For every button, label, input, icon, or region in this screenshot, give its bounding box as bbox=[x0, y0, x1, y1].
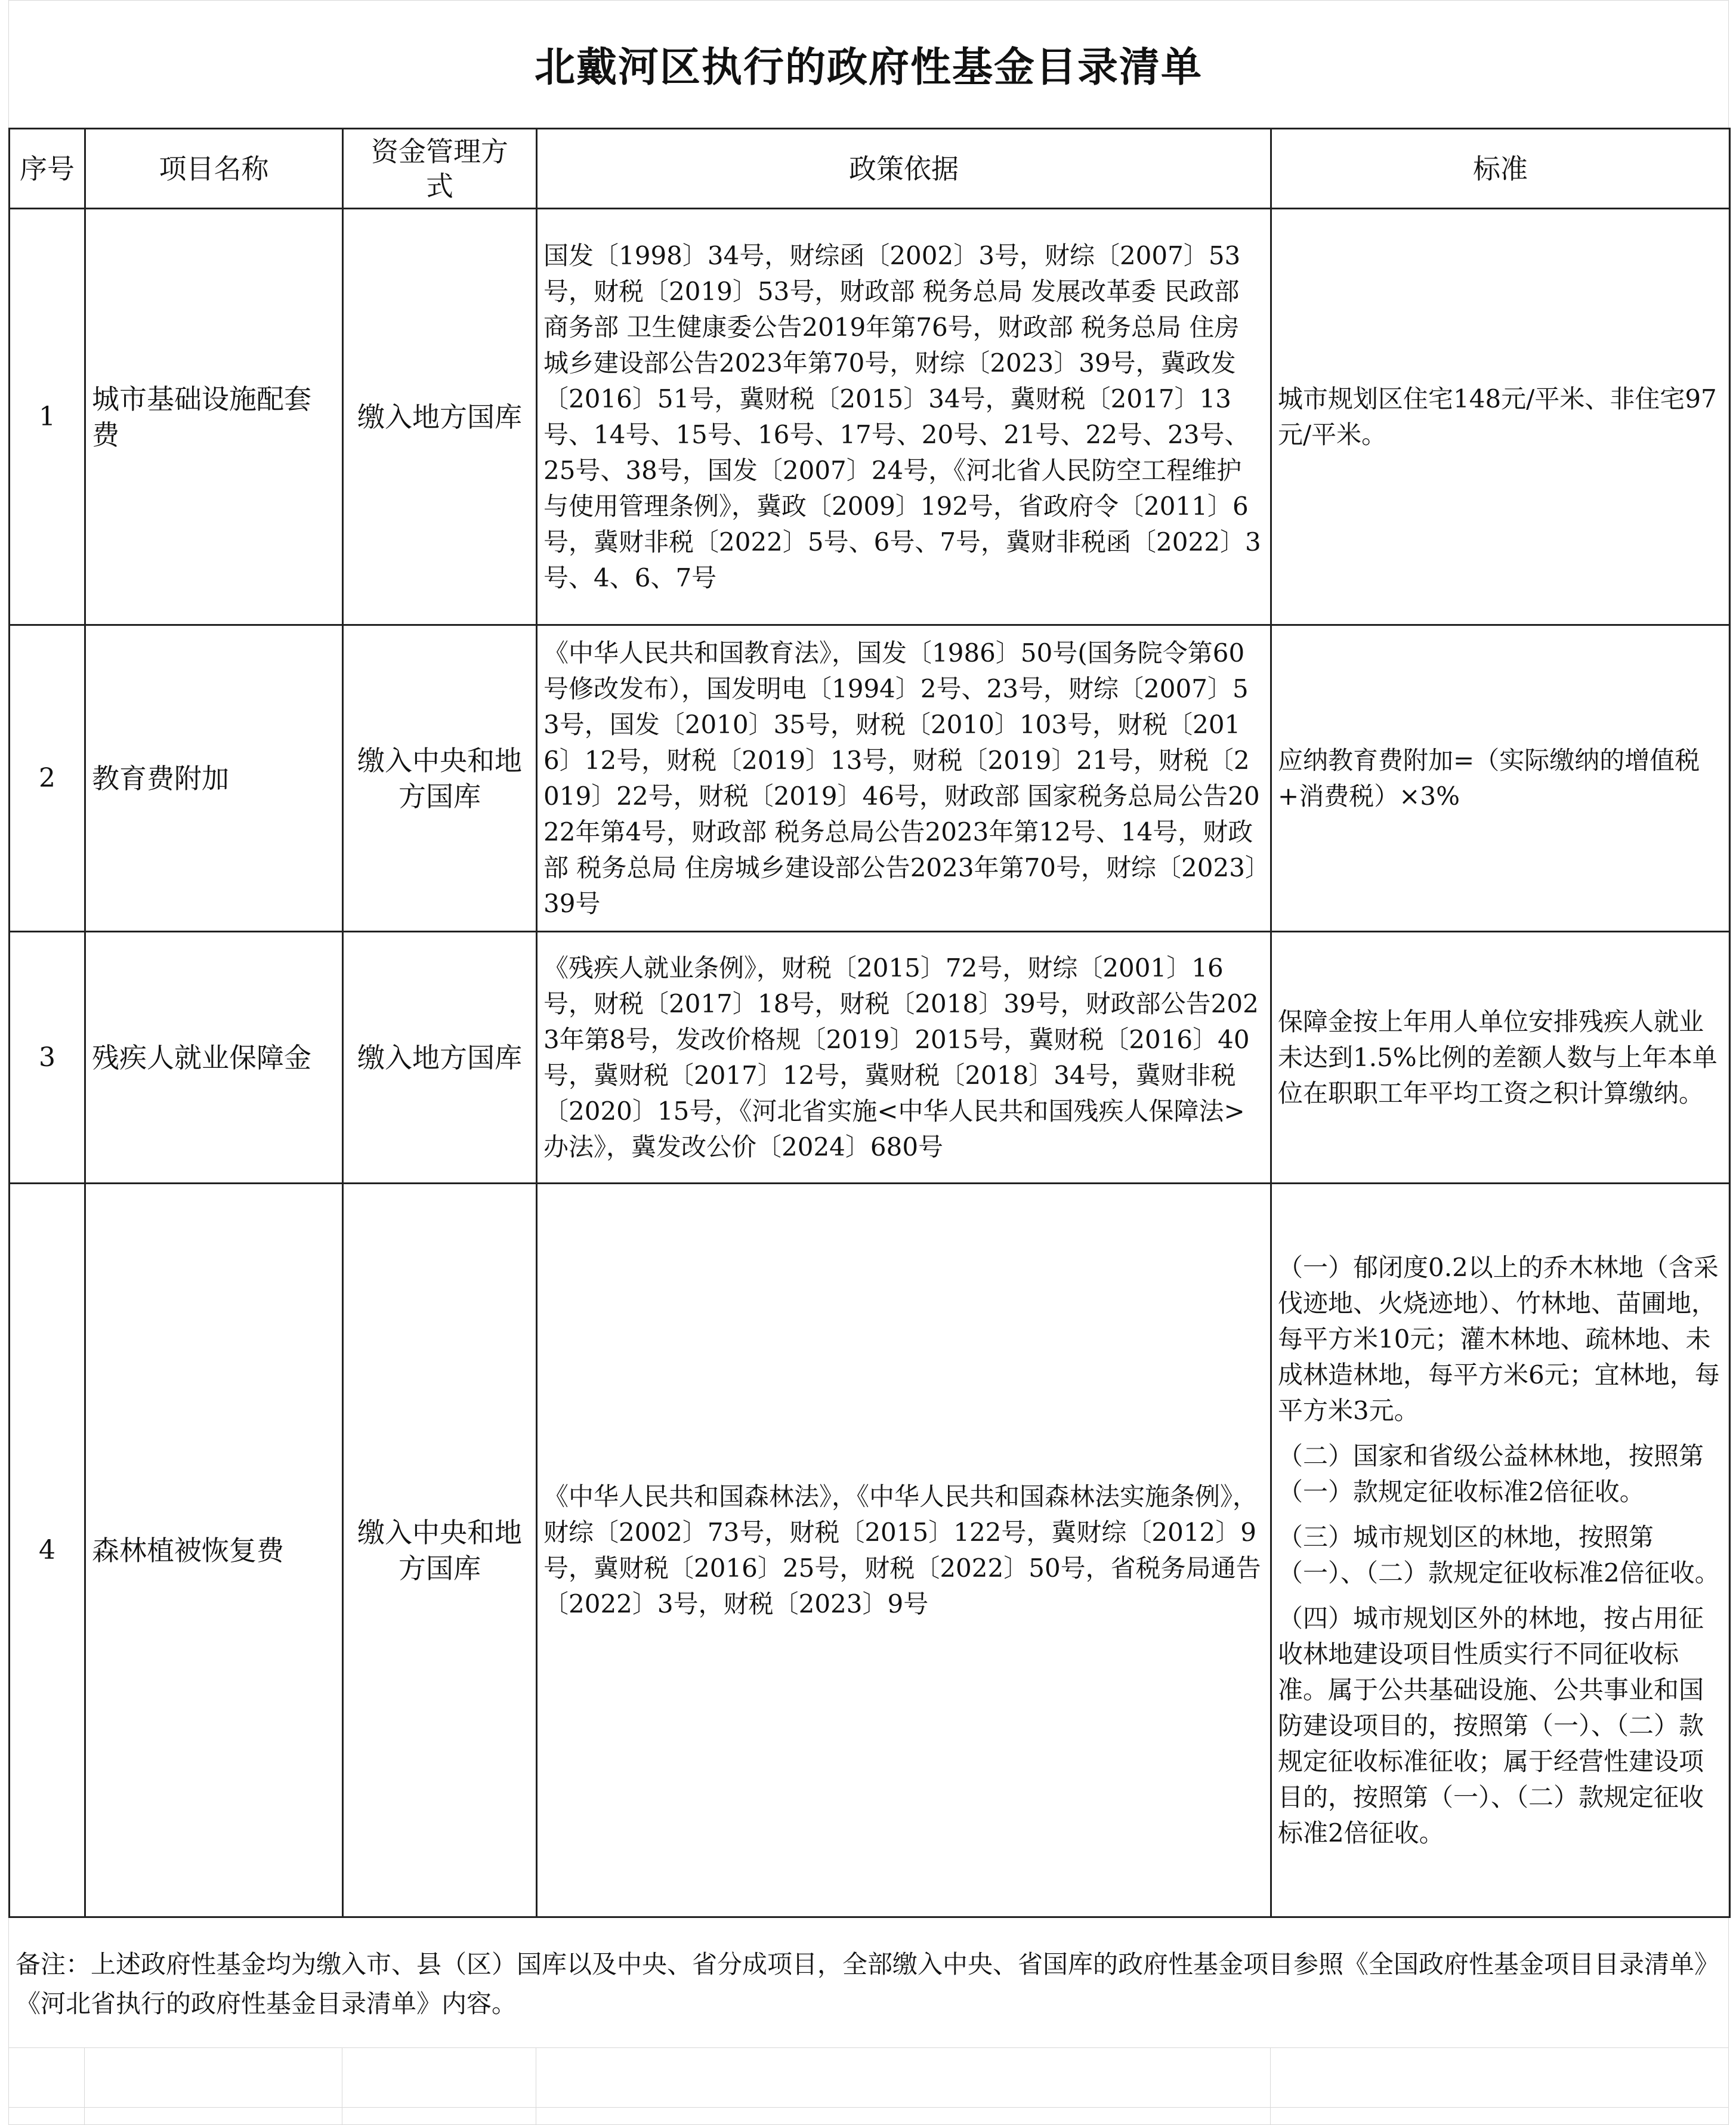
table-row bbox=[10, 209, 1730, 625]
grid-line bbox=[1270, 2047, 1271, 2125]
table-header-row bbox=[10, 129, 1730, 209]
row-std bbox=[1271, 209, 1730, 625]
row-seq: 4 bbox=[10, 1184, 85, 1917]
row-mgmt: 缴入地方国库 bbox=[343, 209, 537, 625]
std-paragraph: （三）城市规划区的林地，按照第（一）、（二）款规定征收标准2倍征收。 bbox=[1278, 1522, 1720, 1587]
table-row bbox=[10, 1184, 1730, 1917]
grid-line bbox=[8, 2107, 1729, 2108]
row-name: 教育费附加 bbox=[85, 625, 343, 932]
row-policy: 《残疾人就业条例》，财税〔2015〕72号，财综〔2001〕16号，财税〔2017〕18号，财税〔2018〕39号，财政部公告2023年第8号，发改价格规〔2019〕2015号，冀财税〔2016〕40号，冀财税〔2017〕12号，冀财税〔2018〕34号，冀财非税〔2020〕15号，《河北省实施<中华人民共和国残疾人保障法>办法》，冀发改公价〔2024〕680号 bbox=[537, 932, 1271, 1184]
header-policy: 政策依据 bbox=[537, 129, 1271, 209]
row-seq: 2 bbox=[10, 625, 85, 932]
row-std bbox=[1271, 625, 1730, 932]
std-paragraph: 应纳教育费附加=（实际缴纳的增值税+消费税）×3% bbox=[1278, 745, 1700, 811]
header-std: 标准 bbox=[1271, 129, 1730, 209]
row-policy: 国发〔1998〕34号，财综函〔2002〕3号，财综〔2007〕53号，财税〔2019〕53号，财政部 税务总局 发展改革委 民政部 商务部 卫生健康委公告2019年第76号，财政部 税务总局 住房城乡建设部公告2023年第70号，财综〔2023〕39号，冀政发〔2016〕51号，冀财税〔2015〕34号，冀财税〔2017〕13号、14号、15号、16号、17号、20号、21号、22号、23号、25号、38号，国发〔2007〕24号，《河北省人民防空工程维护与使用管理条例》，冀政〔2009〕192号，省政府令〔2011〕6号，冀财非税〔2022〕5号、6号、7号，冀财非税函〔2022〕3号、4、6、7号 bbox=[537, 209, 1271, 625]
row-name: 森林植被恢复费 bbox=[85, 1184, 343, 1917]
table-row bbox=[10, 932, 1730, 1184]
row-mgmt: 缴入地方国库 bbox=[343, 932, 537, 1184]
std-paragraph: 保障金按上年用人单位安排残疾人就业未达到1.5%比例的差额人数与上年本单位在职职工年平均工资之积计算缴纳。 bbox=[1278, 1006, 1718, 1108]
grid-line bbox=[8, 2047, 1729, 2048]
row-mgmt: 缴入中央和地方国库 bbox=[343, 1184, 537, 1917]
std-paragraph: （四）城市规划区外的林地，按占用征收林地建设项目性质实行不同征收标准。属于公共基础设施、公共事业和国防建设项目的，按照第（一）、（二）款规定征收标准征收；属于经营性建设项目的，按照第（一）、（二）款规定征收标准2倍征收。 bbox=[1278, 1603, 1704, 1848]
row-std bbox=[1271, 1184, 1730, 1917]
std-paragraph: （一）郁闭度0.2以上的乔木林地（含采伐迹地、火烧迹地）、竹林地、苗圃地，每平方米10元；灌木林地、疏林地、未成林造林地，每平方米6元；宜林地，每平方米3元。 bbox=[1278, 1252, 1720, 1425]
header-mgmt-label: 资金管理方式 bbox=[371, 135, 508, 202]
header-seq: 序号 bbox=[10, 129, 85, 209]
row-seq: 3 bbox=[10, 932, 85, 1184]
row-policy: 《中华人民共和国森林法》，《中华人民共和国森林法实施条例》，财综〔2002〕73号，财税〔2015〕122号，冀财综〔2012〕9号，冀财税〔2016〕25号，财税〔2022〕50号，省税务局通告〔2022〕3号，财税〔2023〕9号 bbox=[537, 1184, 1271, 1917]
header-mgmt bbox=[343, 129, 537, 209]
footnote: 备注：上述政府性基金均为缴入市、县（区）国库以及中央、省分成项目，全部缴入中央、省国库的政府性基金项目参照《全国政府性基金项目目录清单》《河北省执行的政府性基金目录清单》内容。 bbox=[16, 1950, 1720, 2018]
std-paragraph: （二）国家和省级公益林林地，按照第（一）款规定征收标准2倍征收。 bbox=[1278, 1441, 1704, 1506]
page-title: 北戴河区执行的政府性基金目录清单 bbox=[534, 44, 1203, 91]
row-std bbox=[1271, 932, 1730, 1184]
table-row bbox=[10, 625, 1730, 932]
row-mgmt: 缴入中央和地方国库 bbox=[343, 625, 537, 932]
row-policy: 《中华人民共和国教育法》，国发〔1986〕50号(国务院令第60号修改发布），国发明电〔1994〕2号、23号，财综〔2007〕53号，国发〔2010〕35号，财税〔2010〕103号，财税〔2016〕12号，财税〔2019〕13号，财税〔2019〕21号，财税〔2019〕22号，财税〔2019〕46号，财政部 国家税务总局公告2022年第4号，财政部 税务总局公告2023年第12号、14号，财政部 税务总局 住房城乡建设部公告2023年第70号，财综〔2023〕39号 bbox=[537, 625, 1271, 932]
header-name: 项目名称 bbox=[85, 129, 343, 209]
row-name: 城市基础设施配套费 bbox=[85, 209, 343, 625]
row-name: 残疾人就业保障金 bbox=[85, 932, 343, 1184]
grid-line bbox=[84, 2047, 85, 2125]
row-seq: 1 bbox=[10, 209, 85, 625]
fund-table bbox=[8, 128, 1731, 1918]
std-paragraph: 城市规划区住宅148元/平米、非住宅97元/平米。 bbox=[1278, 384, 1717, 449]
